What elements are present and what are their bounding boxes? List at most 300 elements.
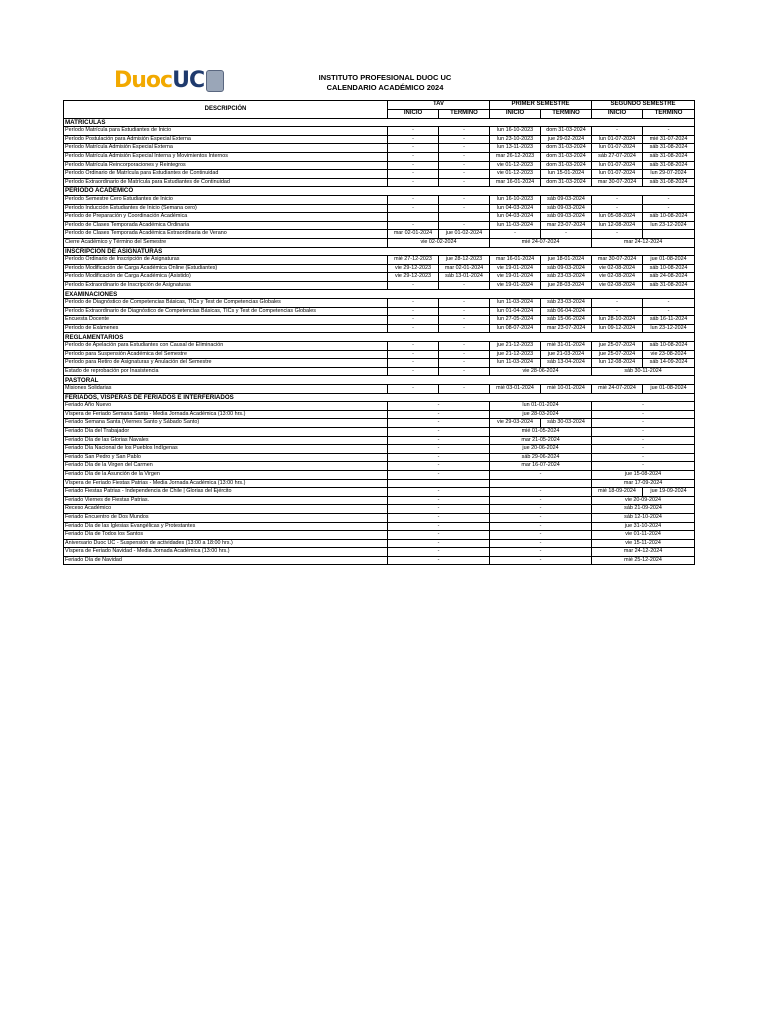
merged-date-cell: mié 25-12-2024	[592, 556, 695, 565]
calendar-row	[64, 462, 695, 471]
row-description: Período de Preparación y Coordinación Académica	[64, 213, 388, 222]
row-description: Período Extraordinario de Matrícula para Estudiantes de Continuidad	[64, 178, 388, 187]
date-cell: mar 30-07-2024	[592, 256, 643, 265]
row-description: Cierre Académico y Término del Semestre	[64, 238, 388, 247]
date-cell: sáb 13-01-2024	[439, 273, 490, 282]
merged-date-cell: -	[388, 522, 490, 531]
calendar-row	[64, 445, 695, 454]
date-cell: sáb 31-08-2024	[643, 178, 695, 187]
merged-date-cell: sáb 21-09-2024	[592, 505, 695, 514]
date-cell: -	[388, 127, 439, 136]
date-cell: -	[439, 342, 490, 351]
logo-text-duoc: Duoc	[114, 68, 173, 93]
merged-date-cell: mar 24-12-2024	[592, 238, 695, 247]
date-cell: jue 25-07-2024	[592, 350, 643, 359]
header-termino: TÉRMINO	[643, 110, 695, 119]
merged-date-cell: -	[592, 419, 695, 428]
date-cell: vie 29-12-2023	[388, 273, 439, 282]
date-cell: lun 12-08-2024	[592, 221, 643, 230]
merged-date-cell: vie 01-11-2024	[592, 531, 695, 540]
merged-date-cell: -	[490, 539, 592, 548]
date-cell: vie 02-08-2024	[592, 264, 643, 273]
institution-title: INSTITUTO PROFESIONAL DUOC UC	[318, 73, 452, 82]
calendar-row	[64, 539, 695, 548]
merged-date-cell: jue 31-10-2024	[592, 522, 695, 531]
date-cell: lun 16-10-2023	[490, 127, 541, 136]
date-cell: sáb 31-08-2024	[643, 281, 695, 290]
section-title: INSCRIPCIÓN DE ASIGNATURAS	[64, 247, 695, 256]
date-cell: jue 21-12-2023	[490, 350, 541, 359]
date-cell: -	[388, 170, 439, 179]
merged-date-cell: -	[490, 505, 592, 514]
date-cell: -	[643, 204, 695, 213]
row-description: Período Matrícula Admisión Especial Externa	[64, 144, 388, 153]
merged-date-cell: -	[592, 445, 695, 454]
date-cell: lun 01-07-2024	[592, 144, 643, 153]
date-cell: -	[388, 367, 439, 376]
row-description: Feriado Día de la Asunción de la Virgen	[64, 470, 388, 479]
calendar-row	[64, 204, 695, 213]
date-cell: -	[439, 221, 490, 230]
date-cell: vie 01-12-2023	[490, 170, 541, 179]
section-header-row	[64, 333, 695, 342]
date-cell: lun 16-10-2023	[490, 195, 541, 204]
merged-date-cell: -	[388, 445, 490, 454]
merged-date-cell: -	[388, 427, 490, 436]
date-cell: sáb 13-04-2024	[541, 359, 592, 368]
merged-date-cell: -	[388, 513, 490, 522]
merged-date-cell	[388, 479, 490, 488]
row-description: Período de Diagnóstico de Competencias Básicas, TICs y Test de Competencias Globales	[64, 299, 388, 308]
merged-date-cell: -	[388, 419, 490, 428]
row-description: Feriado Día Nacional de los Pueblos Indígenas	[64, 445, 388, 454]
section-header-row	[64, 118, 695, 127]
date-cell: mié 27-12-2023	[388, 256, 439, 265]
date-cell: lun 08-07-2024	[490, 324, 541, 333]
date-cell: sáb 31-08-2024	[643, 152, 695, 161]
date-cell: jue 29-02-2024	[541, 135, 592, 144]
merged-date-cell: mar 17-09-2024	[592, 479, 695, 488]
date-cell: lun 01-07-2024	[592, 135, 643, 144]
row-description: Feriado Fiestas Patrias - Independencia de Chile | Glorias del Ejército	[64, 488, 388, 497]
section-title: PASTORAL	[64, 376, 695, 385]
date-cell: mié 24-07-2024	[592, 385, 643, 394]
date-cell: -	[439, 170, 490, 179]
date-cell: -	[439, 281, 490, 290]
merged-date-cell: -	[592, 462, 695, 471]
calendar-row	[64, 410, 695, 419]
header-tav: TAV	[388, 101, 490, 110]
date-cell: sáb 24-08-2024	[643, 273, 695, 282]
calendar-row	[64, 273, 695, 282]
calendar-row	[64, 531, 695, 540]
merged-date-cell: -	[592, 410, 695, 419]
merged-date-cell: mar 21-05-2024	[490, 436, 592, 445]
date-cell: mar 23-07-2024	[541, 221, 592, 230]
row-description: Feriado Día de la Virgen del Carmen	[64, 462, 388, 471]
date-cell: jue 19-09-2024	[643, 488, 695, 497]
calendar-row	[64, 213, 695, 222]
merged-date-cell: -	[388, 539, 490, 548]
calendar-row	[64, 436, 695, 445]
row-description: Feriado Día de Navidad	[64, 556, 388, 565]
merged-date-cell: lun 01-01-2024	[490, 402, 592, 411]
date-cell: -	[592, 204, 643, 213]
merged-date-cell: -	[388, 453, 490, 462]
date-cell: jue 28-03-2024	[541, 281, 592, 290]
date-cell: sáb 10-08-2024	[643, 342, 695, 351]
calendar-row	[64, 281, 695, 290]
merged-date-cell: jue 28-03-2024	[490, 410, 592, 419]
date-cell: mar 26-12-2023	[490, 152, 541, 161]
merged-date-cell: -	[490, 522, 592, 531]
date-cell: -	[388, 135, 439, 144]
date-cell: -	[439, 195, 490, 204]
calendar-row	[64, 359, 695, 368]
merged-date-cell: mié 24-07-2024	[490, 238, 592, 247]
date-cell: mar 23-07-2024	[541, 324, 592, 333]
date-cell	[388, 213, 439, 222]
date-cell: -	[388, 299, 439, 308]
date-cell: mié 18-09-2024	[592, 488, 643, 497]
date-cell: -	[439, 367, 490, 376]
row-description: Período Modificación de Carga Académica (Asistido)	[64, 273, 388, 282]
date-cell: vie 01-12-2023	[490, 161, 541, 170]
calendar-row	[64, 178, 695, 187]
row-description: Período de Exámenes	[64, 324, 388, 333]
calendar-row	[64, 135, 695, 144]
calendar-row	[64, 324, 695, 333]
date-cell: lun 15-01-2024	[541, 170, 592, 179]
row-description: Período de Apelación para Estudiantes con Causal de Eliminación	[64, 342, 388, 351]
merged-date-cell: -	[388, 488, 490, 497]
section-header-row	[64, 393, 695, 402]
date-cell: sáb 30-03-2024	[541, 419, 592, 428]
date-cell: vie 19-01-2024	[490, 281, 541, 290]
date-cell: -	[439, 144, 490, 153]
row-description: Estado de reprobación por Inasistencia	[64, 367, 388, 376]
calendar-row	[64, 264, 695, 273]
date-cell: sáb 10-08-2024	[643, 213, 695, 222]
date-cell: jue 18-01-2024	[541, 256, 592, 265]
calendar-row	[64, 556, 695, 565]
section-title: REGLAMENTARIOS	[64, 333, 695, 342]
merged-date-cell: sáb 29-06-2024	[490, 453, 592, 462]
section-title: FERIADOS, VÍSPERAS DE FERIADOS E INTERFERIADOS	[64, 393, 695, 402]
merged-date-cell: -	[388, 470, 490, 479]
row-description: Feriado Día de Todos los Santos	[64, 531, 388, 540]
calendar-row	[64, 238, 695, 247]
header-descripcion: DESCRIPCIÓN	[64, 101, 388, 119]
date-cell: mié 10-01-2024	[541, 385, 592, 394]
date-cell: -	[439, 178, 490, 187]
row-description: Feriado Día del Trabajador	[64, 427, 388, 436]
date-cell: vie 29-12-2023	[388, 264, 439, 273]
row-description: Víspera de Feriado Navidad - Media Jornada Académica (13:00 hrs.)	[64, 548, 388, 557]
calendar-row	[64, 152, 695, 161]
merged-date-cell: -	[388, 548, 490, 557]
section-header-row	[64, 376, 695, 385]
date-cell: jue 28-12-2023	[439, 256, 490, 265]
row-description: Feriado Año Nuevo	[64, 402, 388, 411]
merged-date-cell: vie 20-09-2024	[592, 496, 695, 505]
date-cell: dom 31-03-2024	[541, 161, 592, 170]
row-description: Período Inducción Estudiantes de Inicio (Semana cero)	[64, 204, 388, 213]
calendar-row	[64, 299, 695, 308]
header-inicio: INICIO	[388, 110, 439, 119]
date-cell: dom 31-03-2024	[541, 127, 592, 136]
merged-date-cell: vie 15-11-2024	[592, 539, 695, 548]
logo-text-uc: UC	[172, 68, 205, 93]
date-cell: jue 21-03-2024	[541, 350, 592, 359]
row-description: Receso Académico	[64, 505, 388, 514]
row-description: Período de Clases Temporada Académica Ordinaria	[64, 221, 388, 230]
date-cell: mié 31-01-2024	[541, 342, 592, 351]
date-cell: -	[439, 127, 490, 136]
date-cell: lun 23-12-2024	[643, 324, 695, 333]
date-cell: lun 09-12-2024	[592, 324, 643, 333]
row-description: Aniversario Duoc UC - Suspensión de actividades (13:00 a 18:00 hrs.)	[64, 539, 388, 548]
merged-date-cell: -	[592, 436, 695, 445]
merged-date-cell: -	[388, 556, 490, 565]
date-cell: lun 27-05-2024	[490, 316, 541, 325]
document-title-block	[250, 73, 520, 93]
date-cell: -	[388, 221, 439, 230]
date-cell: sáb 16-11-2024	[643, 316, 695, 325]
date-cell: sáb 23-03-2024	[541, 273, 592, 282]
date-cell: -	[388, 178, 439, 187]
calendar-body	[64, 118, 695, 565]
date-cell: -	[439, 324, 490, 333]
merged-date-cell: -	[490, 556, 592, 565]
header-inicio: INICIO	[490, 110, 541, 119]
calendar-row	[64, 307, 695, 316]
merged-date-cell: mar 24-12-2024	[592, 548, 695, 557]
row-description: Período Extraordinario de Diagnóstico de Competencias Básicas, TICs y Test de Competencias Globales	[64, 307, 388, 316]
row-description: Período Ordinario de Inscripción de Asignaturas	[64, 256, 388, 265]
header-termino: TÉRMINO	[541, 110, 592, 119]
date-cell: -	[388, 350, 439, 359]
date-cell: sáb 09-03-2024	[541, 195, 592, 204]
date-cell: mar 02-01-2024	[388, 230, 439, 239]
row-description: Período Modificación de Carga Académica Online (Estudiantes)	[64, 264, 388, 273]
calendar-row	[64, 427, 695, 436]
date-cell: sáb 14-09-2024	[643, 359, 695, 368]
calendar-row	[64, 230, 695, 239]
calendar-row	[64, 350, 695, 359]
merged-date-cell: sáb 30-11-2024	[592, 367, 695, 376]
row-description: Feriado San Pedro y San Pablo	[64, 453, 388, 462]
section-header-row	[64, 247, 695, 256]
calendar-row	[64, 385, 695, 394]
calendar-row	[64, 402, 695, 411]
calendar-row	[64, 505, 695, 514]
date-cell: -	[388, 385, 439, 394]
date-cell: lun 28-10-2024	[592, 316, 643, 325]
merged-date-cell: -	[388, 505, 490, 514]
calendar-row	[64, 513, 695, 522]
calendar-row	[64, 470, 695, 479]
date-cell: vie 02-08-2024	[592, 281, 643, 290]
row-description: Período para Retiro de Asignaturas y Anulación del Semestre	[64, 359, 388, 368]
date-cell: jue 25-07-2024	[592, 342, 643, 351]
date-cell: mié 31-07-2024	[643, 135, 695, 144]
date-cell: -	[541, 230, 592, 239]
date-cell: -	[592, 127, 643, 136]
section-title: PERÍODO ACADÉMICO	[64, 187, 695, 196]
date-cell: sáb 23-03-2024	[541, 299, 592, 308]
calendar-subtitle: CALENDARIO ACADÉMICO 2024	[326, 83, 444, 92]
date-cell: sáb 31-08-2024	[643, 144, 695, 153]
date-cell: lun 11-03-2024	[490, 221, 541, 230]
merged-date-cell: -	[490, 496, 592, 505]
date-cell: vie 02-08-2024	[592, 273, 643, 282]
row-description: Período Postulación para Admisión Especial Externa	[64, 135, 388, 144]
date-cell: -	[592, 195, 643, 204]
date-cell: jue 01-02-2024	[439, 230, 490, 239]
date-cell: mié 03-01-2024	[490, 385, 541, 394]
merged-date-cell: mié 01-05-2024	[490, 427, 592, 436]
section-title: MATRÍCULAS	[64, 118, 695, 127]
date-cell: mar 30-07-2024	[592, 178, 643, 187]
row-description: Período Ordinario de Matrícula para Estudiantes de Continuidad	[64, 170, 388, 179]
calendar-row	[64, 496, 695, 505]
date-cell: vie 19-01-2024	[490, 273, 541, 282]
date-cell: -	[439, 307, 490, 316]
date-cell: jue 21-12-2023	[490, 342, 541, 351]
section-title: EXAMINACIONES	[64, 290, 695, 299]
date-cell: -	[388, 316, 439, 325]
row-description: Período Matrícula Reincorporaciones y Reintegros	[64, 161, 388, 170]
date-cell: -	[388, 324, 439, 333]
date-cell: lun 11-03-2024	[490, 299, 541, 308]
calendar-row	[64, 127, 695, 136]
merged-date-cell: -	[388, 531, 490, 540]
calendar-row	[64, 479, 695, 488]
date-cell: -	[439, 204, 490, 213]
date-cell	[439, 213, 490, 222]
date-cell: -	[388, 161, 439, 170]
calendar-row	[64, 170, 695, 179]
merged-date-cell	[490, 479, 592, 488]
row-description: Víspera de Feriado Semana Santa - Media Jornada Académica (13:00 hrs.)	[64, 410, 388, 419]
date-cell: lun 04-03-2024	[490, 204, 541, 213]
date-cell: mar 16-01-2024	[490, 178, 541, 187]
header-primer-semestre: PRIMER SEMESTRE	[490, 101, 592, 110]
row-description: Período Extraordinario de Inscripción de Asignaturas	[64, 281, 388, 290]
row-description: Feriado Día de las Glorias Navales	[64, 436, 388, 445]
date-cell: -	[439, 359, 490, 368]
date-cell: sáb 15-06-2024	[541, 316, 592, 325]
date-cell: sáb 06-04-2024	[541, 307, 592, 316]
date-cell: -	[490, 230, 541, 239]
date-cell: lun 29-07-2024	[643, 170, 695, 179]
calendar-row	[64, 221, 695, 230]
date-cell	[643, 230, 695, 239]
header-segundo-semestre: SEGUNDO SEMESTRE	[592, 101, 695, 110]
date-cell: lun 23-12-2024	[643, 221, 695, 230]
academic-calendar-table	[63, 100, 695, 565]
row-description: Período para Suspensión Académica del Semestre	[64, 350, 388, 359]
row-description: Período Matrícula Admisión Especial Interna y Movimientos Internos	[64, 152, 388, 161]
date-cell: sáb 09-03-2024	[541, 204, 592, 213]
date-cell: vie 23-08-2024	[643, 350, 695, 359]
merged-date-cell: -	[388, 436, 490, 445]
calendar-row	[64, 195, 695, 204]
date-cell: -	[592, 307, 643, 316]
merged-date-cell: vie 02-02-2024	[388, 238, 490, 247]
merged-date-cell: jue 15-08-2024	[592, 470, 695, 479]
merged-date-cell: -	[490, 488, 592, 497]
merged-date-cell: -	[490, 548, 592, 557]
row-description: Período Matrícula para Estudiantes de Inicio	[64, 127, 388, 136]
date-cell: dom 31-03-2024	[541, 152, 592, 161]
date-cell: dom 31-03-2024	[541, 144, 592, 153]
date-cell: -	[439, 316, 490, 325]
header-termino: TÉRMINO	[439, 110, 490, 119]
row-description: Feriado Viernes de Fiestas Patrias.	[64, 496, 388, 505]
date-cell: lun 05-08-2024	[592, 213, 643, 222]
date-cell: -	[439, 152, 490, 161]
merged-date-cell: vie 28-06-2024	[490, 367, 592, 376]
date-cell: -	[592, 230, 643, 239]
calendar-row	[64, 367, 695, 376]
merged-date-cell: jue 20-06-2024	[490, 445, 592, 454]
date-cell: jue 01-08-2024	[643, 256, 695, 265]
merged-date-cell: -	[592, 427, 695, 436]
date-cell: -	[388, 144, 439, 153]
date-cell: vie 19-01-2024	[490, 264, 541, 273]
date-cell: -	[388, 342, 439, 351]
merged-date-cell: mar 16-07-2024	[490, 462, 592, 471]
date-cell: -	[388, 195, 439, 204]
date-cell: -	[439, 161, 490, 170]
row-description: Misiones Solidarias	[64, 385, 388, 394]
date-cell: -	[643, 195, 695, 204]
calendar-row	[64, 419, 695, 428]
date-cell: lun 12-08-2024	[592, 359, 643, 368]
section-header-row	[64, 187, 695, 196]
calendar-row	[64, 488, 695, 497]
date-cell: lun 11-03-2024	[490, 359, 541, 368]
merged-date-cell: -	[490, 531, 592, 540]
merged-date-cell: -	[388, 402, 490, 411]
date-cell: mar 16-01-2024	[490, 256, 541, 265]
date-cell: vie 29-03-2024	[490, 419, 541, 428]
date-cell: -	[439, 135, 490, 144]
logo-seal-icon	[206, 70, 224, 92]
row-description: Período de Clases Temporada Académica Extraordinaria de Verano	[64, 230, 388, 239]
calendar-row	[64, 161, 695, 170]
merged-date-cell: -	[388, 496, 490, 505]
date-cell: -	[643, 299, 695, 308]
date-cell: lun 01-07-2024	[592, 170, 643, 179]
duoc-uc-logo	[114, 68, 224, 93]
header-inicio: INICIO	[592, 110, 643, 119]
date-cell: sáb 31-08-2024	[643, 161, 695, 170]
date-cell: sáb 09-03-2024	[541, 264, 592, 273]
date-cell: lun 01-07-2024	[592, 161, 643, 170]
date-cell: -	[388, 359, 439, 368]
row-description: Feriado Día de las Iglesias Evangélicas y Protestantes	[64, 522, 388, 531]
row-description: Víspera de Feriado Fiestas Patrias - Media Jornada Académica (13:00 hrs.)	[64, 479, 388, 488]
date-cell: -	[388, 307, 439, 316]
date-cell: sáb 27-07-2024	[592, 152, 643, 161]
calendar-row	[64, 144, 695, 153]
row-description: Período Semestre Cero Estudiantes de Inicio	[64, 195, 388, 204]
date-cell: lun 23-10-2023	[490, 135, 541, 144]
date-cell: -	[439, 385, 490, 394]
